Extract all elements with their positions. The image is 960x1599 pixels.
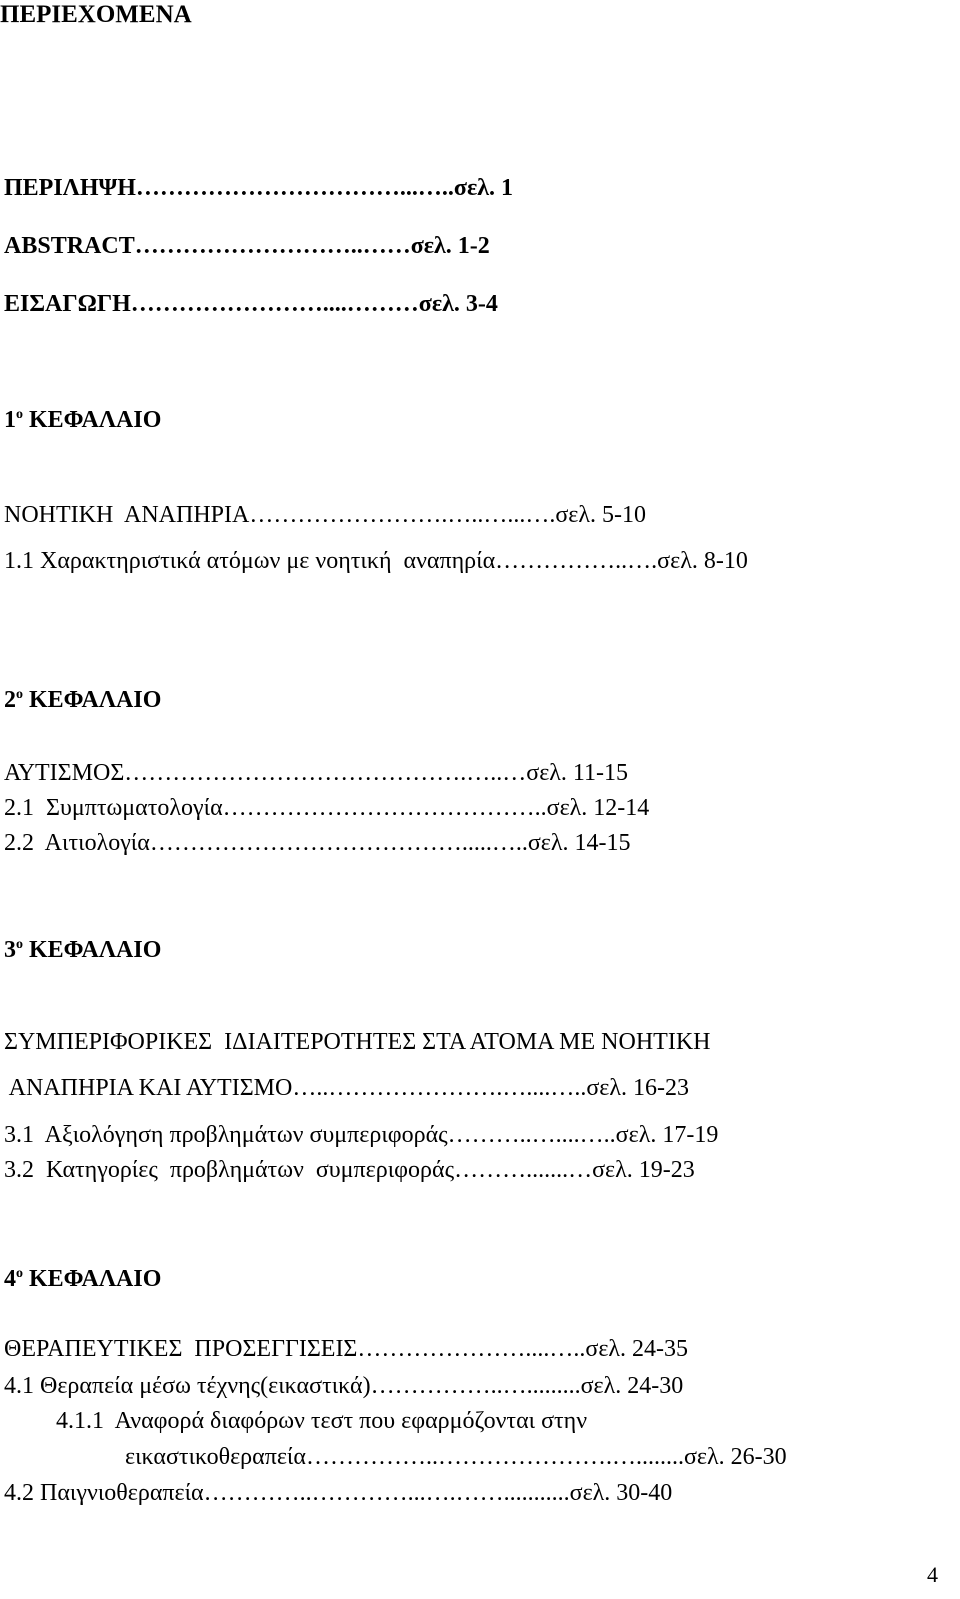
- toc-entry-4-1-1-line2: εικαστικοθεραπεία……………..………………….…........σελ. 26-30: [125, 1444, 787, 1470]
- toc-entry-abstract: ABSTRACT………………………..……σελ. 1-2: [4, 233, 490, 259]
- toc-entry-chapter-3-line2: ΑΝΑΠΗΡΙΑ ΚΑΙ ΑΥΤΙΣΜΟ…..………………….…....…..σελ. 16-23: [4, 1075, 689, 1101]
- chapter-heading-2: $2^o$ ΚΕΦΑΛΑΙΟ: [4, 687, 162, 713]
- toc-entry-chapter-2: ΑΥΤΙΣΜΟΣ…………………………………….…..…σελ. 11-15: [4, 760, 629, 786]
- toc-entry-4-2: 4.2 Παιγνιοθεραπεία…………..…………...….……...........σελ. 30-40: [4, 1480, 673, 1506]
- chapter-heading-1: $1^o$ ΚΕΦΑΛΑΙΟ: [4, 407, 162, 433]
- toc-entry-2-1: 2.1 Συμπτωματολογία…………………………………..σελ. 12-14: [4, 795, 650, 821]
- toc-entry-chapter-3-line1: ΣΥΜΠΕΡΙΦΟΡΙΚΕΣ ΙΔΙΑΙΤΕΡΟΤΗΤΕΣ ΣΤΑ ΑΤΟΜΑ ΜΕ ΝΟΗΤΙΚΗ: [4, 1029, 711, 1055]
- toc-entry-3-1: 3.1 Αξιολόγηση προβλημάτων συμπεριφοράς………..…....…..σελ. 17-19: [4, 1122, 719, 1148]
- toc-entry-4-1: 4.1 Θεραπεία μέσω τέχνης(εικαστικά)……………..….........σελ. 24-30: [4, 1373, 684, 1399]
- toc-entry-introduction: ΕΙΣΑΓΩΓΗ……………………....………σελ. 3-4: [4, 291, 498, 317]
- toc-entry-4-1-1-line1: 4.1.1 Αναφορά διαφόρων τεστ που εφαρμόζονται στην: [56, 1408, 588, 1434]
- chapter-heading-3: $3^o$ ΚΕΦΑΛΑΙΟ: [4, 937, 162, 963]
- toc-entry-summary: ΠΕΡΙΛΗΨΗ……………………………...…..σελ. 1: [4, 175, 514, 201]
- page-number: 4: [927, 1562, 938, 1587]
- toc-title: ΠΕΡΙΕΧΟΜΕΝΑ: [0, 1, 192, 28]
- toc-entry-1-1: 1.1 Χαρακτηριστικά ατόμων με νοητική αναπηρία……………..….σελ. 8-10: [4, 548, 748, 574]
- toc-entry-2-2: 2.2 Αιτιολογία………………………………….....…..σελ. 14-15: [4, 830, 631, 856]
- toc-entry-3-2: 3.2 Κατηγορίες προβλημάτων συμπεριφοράς……….......…σελ. 19-23: [4, 1157, 695, 1183]
- chapter-heading-4: $4^o$ ΚΕΦΑΛΑΙΟ: [4, 1266, 162, 1292]
- toc-entry-chapter-1: ΝΟΗΤΙΚΗ ΑΝΑΠΗΡΙΑ…………………….…..…...….σελ. 5-10: [4, 502, 646, 528]
- toc-entry-chapter-4: ΘΕΡΑΠΕΥΤΙΚΕΣ ΠΡΟΣΕΓΓΙΣΕΙΣ…………………....…..σελ. 24-35: [4, 1336, 689, 1362]
